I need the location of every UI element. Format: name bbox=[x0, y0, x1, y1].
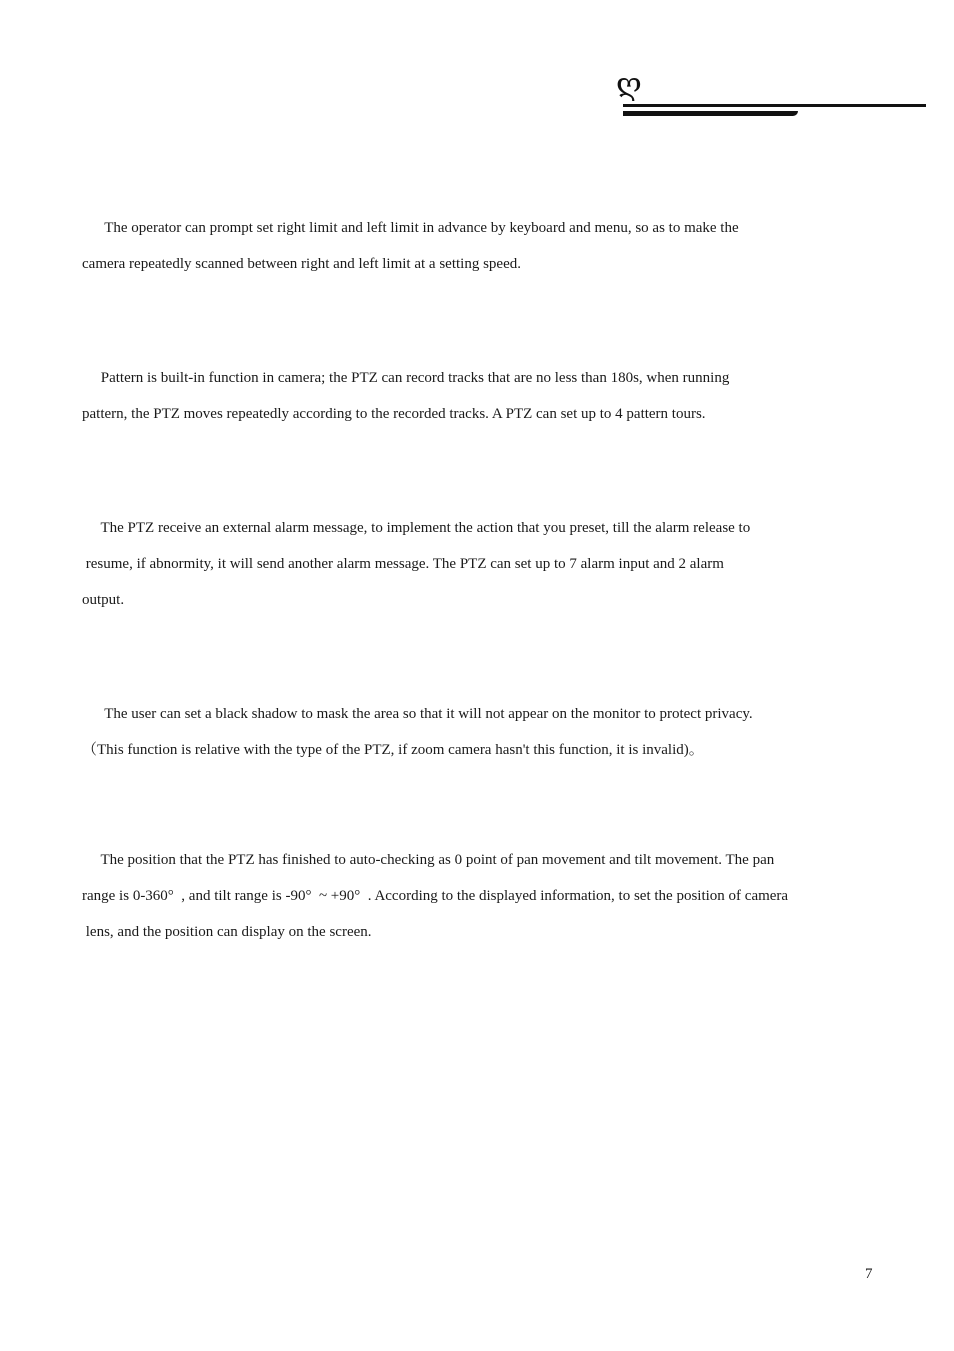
paragraph-scan bbox=[82, 210, 882, 282]
header-ornament-icon: ღ bbox=[616, 68, 642, 101]
paragraph-line: lens, and the position can display on the screen. bbox=[82, 924, 372, 940]
page-number: 7 bbox=[865, 1266, 873, 1282]
paragraph-line: resume, if abnormity, it will send another alarm message. The PTZ can set up to 7 alarm input and 2 alarm bbox=[82, 556, 724, 572]
header-rule-thin bbox=[623, 104, 926, 107]
paragraph-line: The PTZ receive an external alarm message, to implement the action that you preset, till the alarm release to bbox=[82, 520, 751, 536]
paragraph-alarm bbox=[82, 510, 882, 618]
paragraph-line: range is 0-360° , and tilt range is -90° ~ +90° . According to the displayed information, to set the position of camera bbox=[82, 888, 789, 904]
paragraph-position bbox=[82, 842, 882, 950]
paragraph-line: output. bbox=[82, 592, 125, 608]
paragraph-line: The user can set a black shadow to mask the area so that it will not appear on the monitor to protect privacy. bbox=[82, 706, 753, 722]
paragraph-line: （This function is relative with the type of the PTZ, if zoom camera hasn't this function, it is invalid)。 bbox=[82, 742, 704, 758]
paragraph-line: The position that the PTZ has finished to auto-checking as 0 point of pan movement and tilt movement. The pan bbox=[82, 852, 775, 868]
paragraph-line: camera repeatedly scanned between right and left limit at a setting speed. bbox=[82, 256, 521, 272]
paragraph-line: Pattern is built-in function in camera; the PTZ can record tracks that are no less than 180s, when running bbox=[82, 370, 730, 386]
paragraph-pattern bbox=[82, 360, 882, 432]
header-rule-thick bbox=[623, 111, 798, 116]
paragraph-privacy-mask bbox=[82, 696, 882, 768]
paragraph-line: The operator can prompt set right limit and left limit in advance by keyboard and menu, so as to make the bbox=[82, 220, 739, 236]
paragraph-line: pattern, the PTZ moves repeatedly according to the recorded tracks. A PTZ can set up to 4 pattern tours. bbox=[82, 406, 706, 422]
